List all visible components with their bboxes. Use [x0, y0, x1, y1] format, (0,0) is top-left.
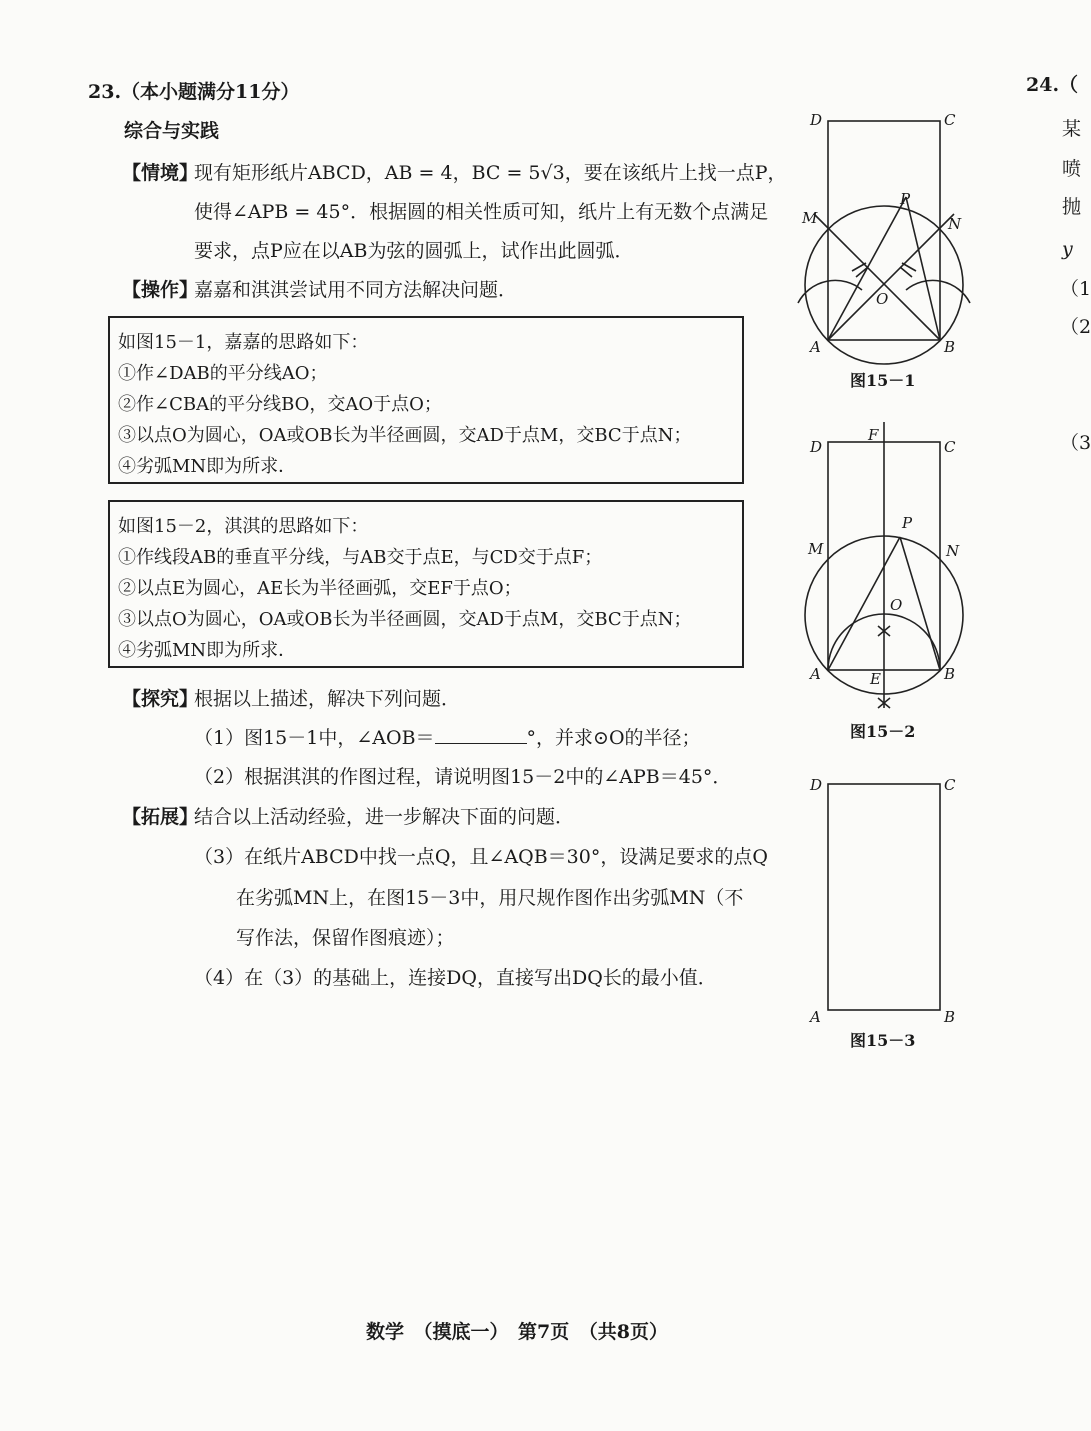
fig1-label-M: M — [802, 209, 818, 227]
fig1-label-A: A — [810, 338, 821, 356]
next-question-fragment: 喷 — [1062, 158, 1082, 180]
fig1-label-P: P — [900, 190, 911, 208]
extend-text: 结合以上活动经验，进一步解决下面的问题． — [194, 806, 575, 828]
fig1-label-C: C — [944, 111, 956, 129]
fig2-label-C: C — [944, 438, 956, 456]
sub-question-3-line-2: 在劣弧MN上，在图15－3中，用尺规作图作出劣弧MN（不 — [236, 887, 744, 909]
figure-15-2 — [790, 420, 990, 740]
fig2-label-B: B — [944, 665, 956, 683]
fig1-label-N: N — [948, 215, 962, 233]
q1-suffix: °，并求⊙O的半径； — [526, 727, 701, 749]
box1-line-1: 如图15－1，嘉嘉的思路如下： — [118, 332, 369, 353]
situation-tag: 【情境】 — [122, 162, 199, 184]
fig1-construction-arc-A — [798, 280, 862, 303]
next-question-number: 24.（ — [1026, 74, 1079, 96]
extend-tag: 【拓展】 — [122, 806, 199, 828]
fig3-label-A: A — [810, 1008, 821, 1026]
sub-question-2: （2）根据淇淇的作图过程，请说明图15－2中的∠APB＝45°． — [194, 766, 732, 788]
box2-line-4: ③以点O为圆心，OA或OB长为半径画圆，交AD于点M，交BC于点N； — [118, 609, 692, 630]
figure-15-1 — [790, 105, 990, 395]
answer-blank[interactable] — [435, 729, 527, 744]
fig1-bisector-BO — [814, 214, 940, 340]
fig1-label-O: O — [876, 290, 889, 308]
fig2-caption: 图15－2 — [850, 722, 916, 741]
box1-line-2: ①作∠DAB的平分线AO； — [118, 363, 328, 384]
fig3-label-B: B — [944, 1008, 956, 1026]
question-header: 23.（本小题满分11分） — [88, 81, 300, 103]
next-question-fragment: （3 — [1060, 432, 1091, 454]
fig2-label-D: D — [810, 438, 823, 456]
sub-question-4: （4）在（3）的基础上，连接DQ，直接写出DQ长的最小值． — [194, 967, 717, 989]
box2-line-5: ④劣弧MN即为所求． — [118, 640, 297, 661]
operation-text: 嘉嘉和淇淇尝试用不同方法解决问题． — [194, 279, 518, 301]
figure-15-3 — [790, 770, 990, 1060]
section-title: 综合与实践 — [124, 120, 220, 142]
next-question-fragment: 某 — [1062, 118, 1082, 140]
sub-question-1 — [194, 727, 701, 749]
fig1-construction-arc-B — [906, 280, 970, 303]
fig2-label-N: N — [946, 542, 960, 560]
jiajia-method-box — [108, 316, 744, 484]
situation-line-3: 要求，点P应在以AB为弦的圆弧上，试作出此圆弧． — [194, 240, 634, 262]
operation-tag: 【操作】 — [122, 279, 199, 301]
fig3-label-D: D — [810, 776, 823, 794]
sub-question-3-line-3: 写作法，保留作图痕迹）； — [236, 927, 455, 949]
situation-line-2: 使得∠APB = 45°．根据圆的相关性质可知，纸片上有无数个点满足 — [194, 201, 769, 223]
box1-line-5: ④劣弧MN即为所求． — [118, 456, 297, 477]
explore-text: 根据以上描述，解决下列问题． — [194, 688, 461, 710]
sub-question-3-line-1: （3）在纸片ABCD中找一点Q，且∠AQB＝30°，设满足要求的点Q — [194, 846, 768, 868]
fig2-label-E: E — [870, 670, 881, 688]
qiqi-method-box — [108, 500, 744, 668]
next-question-fragment: 抛 — [1062, 196, 1082, 218]
fig1-label-B: B — [944, 338, 956, 356]
box2-line-3: ②以点E为圆心，AE长为半径画弧，交EF于点O； — [118, 578, 522, 599]
q1-prefix: （1）图15－1中，∠AOB＝ — [194, 727, 435, 749]
fig1-caption: 图15－1 — [850, 371, 916, 390]
next-question-fragment: （1 — [1060, 278, 1091, 300]
fig1-label-D: D — [810, 111, 823, 129]
fig2-label-P: P — [902, 514, 913, 532]
fig3-label-C: C — [944, 776, 956, 794]
page-footer: 数学 （摸底一） 第7页 （共8页） — [366, 1321, 668, 1343]
next-question-fragment: y — [1062, 238, 1073, 260]
next-question-fragment: （2 — [1060, 316, 1091, 338]
box1-line-4: ③以点O为圆心，OA或OB长为半径画圆，交AD于点M，交BC于点N； — [118, 425, 692, 446]
fig2-label-A: A — [810, 665, 821, 683]
fig2-segment-BP — [900, 537, 940, 670]
fig3-caption: 图15－3 — [850, 1031, 916, 1050]
explore-tag: 【探究】 — [122, 688, 199, 710]
box2-line-1: 如图15－2，淇淇的思路如下： — [118, 516, 369, 537]
box2-line-2: ①作线段AB的垂直平分线，与AB交于点E，与CD交于点F； — [118, 547, 603, 568]
box1-line-3: ②作∠CBA的平分线BO，交AO于点O； — [118, 394, 442, 415]
situation-line-1: 现有矩形纸片ABCD，AB = 4，BC = 5√3，要在该纸片上找一点P， — [194, 162, 787, 184]
fig3-rectangle — [828, 784, 940, 1010]
fig2-label-M: M — [808, 540, 824, 558]
fig2-label-O: O — [890, 596, 903, 614]
fig2-label-F: F — [868, 426, 879, 444]
